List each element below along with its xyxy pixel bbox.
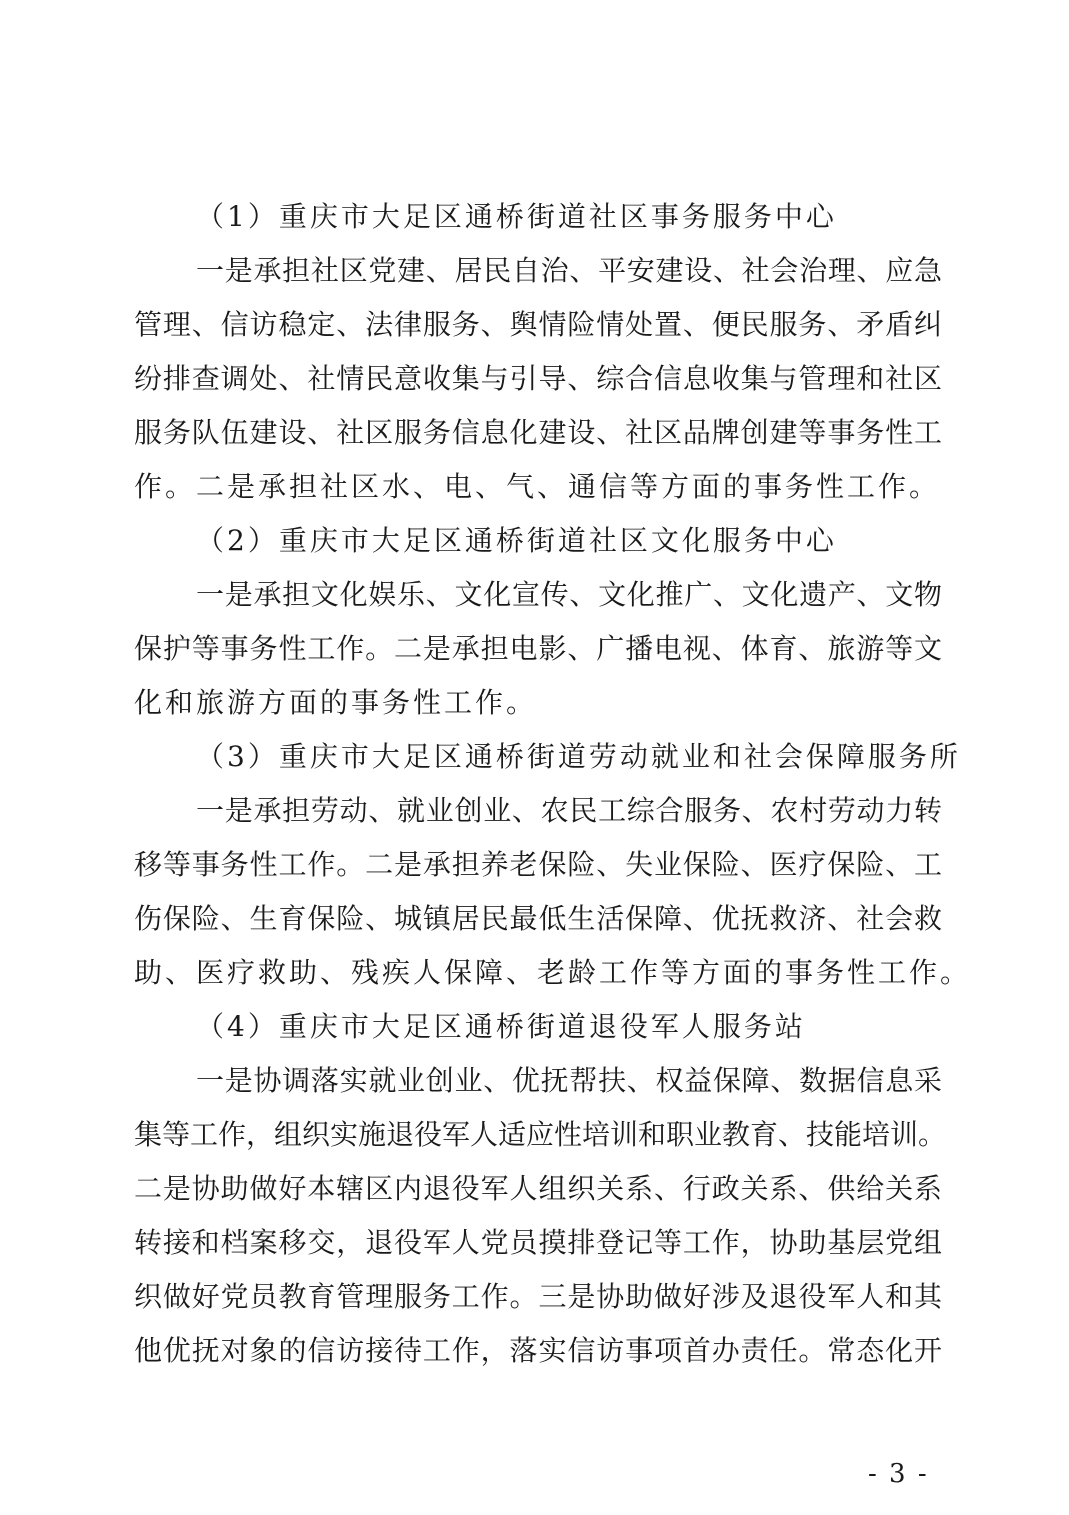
paragraph-line: 作。二是承担社区水、电、气、通信等方面的事务性工作。 <box>134 470 941 503</box>
paragraph-line: 移等事务性工作。二是承担养老保险、失业保险、医疗保险、工 <box>134 848 942 881</box>
paragraph-line: 他优抚对象的信访接待工作，落实信访事项首办责任。常态化开 <box>134 1334 942 1367</box>
section-heading-2: （2）重庆市大足区通桥街道社区文化服务中心 <box>196 524 837 557</box>
paragraph-line: 服务队伍建设、社区服务信息化建设、社区品牌创建等事务性工 <box>134 416 942 449</box>
paragraph-line: 集等工作，组织实施退役军人适应性培训和职业教育、技能培训。 <box>134 1118 947 1151</box>
paragraph-line: 一是协调落实就业创业、优抚帮扶、权益保障、数据信息采 <box>196 1064 942 1097</box>
paragraph-line: 二是协助做好本辖区内退役军人组织关系、行政关系、供给关系 <box>134 1172 942 1205</box>
paragraph-line: 织做好党员教育管理服务工作。三是协助做好涉及退役军人和其 <box>134 1280 942 1313</box>
paragraph-line: 一是承担文化娱乐、文化宣传、文化推广、文化遗产、文物 <box>196 578 942 611</box>
paragraph-line: 伤保险、生育保险、城镇居民最低生活保障、优抚救济、社会救 <box>134 902 942 935</box>
paragraph-line: 化和旅游方面的事务性工作。 <box>134 686 538 719</box>
section-heading-1: （1）重庆市大足区通桥街道社区事务服务中心 <box>196 200 837 233</box>
page-number: - 3 - <box>868 1459 929 1489</box>
paragraph-line: 管理、信访稳定、法律服务、舆情险情处置、便民服务、矛盾纠 <box>134 308 942 341</box>
section-heading-4: （4）重庆市大足区通桥街道退役军人服务站 <box>196 1010 806 1043</box>
section-heading-3: （3）重庆市大足区通桥街道劳动就业和社会保障服务所 <box>196 740 961 773</box>
paragraph-line: 一是承担劳动、就业创业、农民工综合服务、农村劳动力转 <box>196 794 942 827</box>
paragraph-line: 一是承担社区党建、居民自治、平安建设、社会治理、应急 <box>196 254 942 287</box>
paragraph-line: 保护等事务性工作。二是承担电影、广播电视、体育、旅游等文 <box>134 632 942 665</box>
document-body <box>134 190 972 1378</box>
paragraph-line: 转接和档案移交，退役军人党员摸排登记等工作，协助基层党组 <box>134 1226 942 1259</box>
paragraph-line: 助、医疗救助、残疾人保障、老龄工作等方面的事务性工作。 <box>134 956 972 989</box>
paragraph-line: 纷排查调处、社情民意收集与引导、综合信息收集与管理和社区 <box>134 362 942 395</box>
